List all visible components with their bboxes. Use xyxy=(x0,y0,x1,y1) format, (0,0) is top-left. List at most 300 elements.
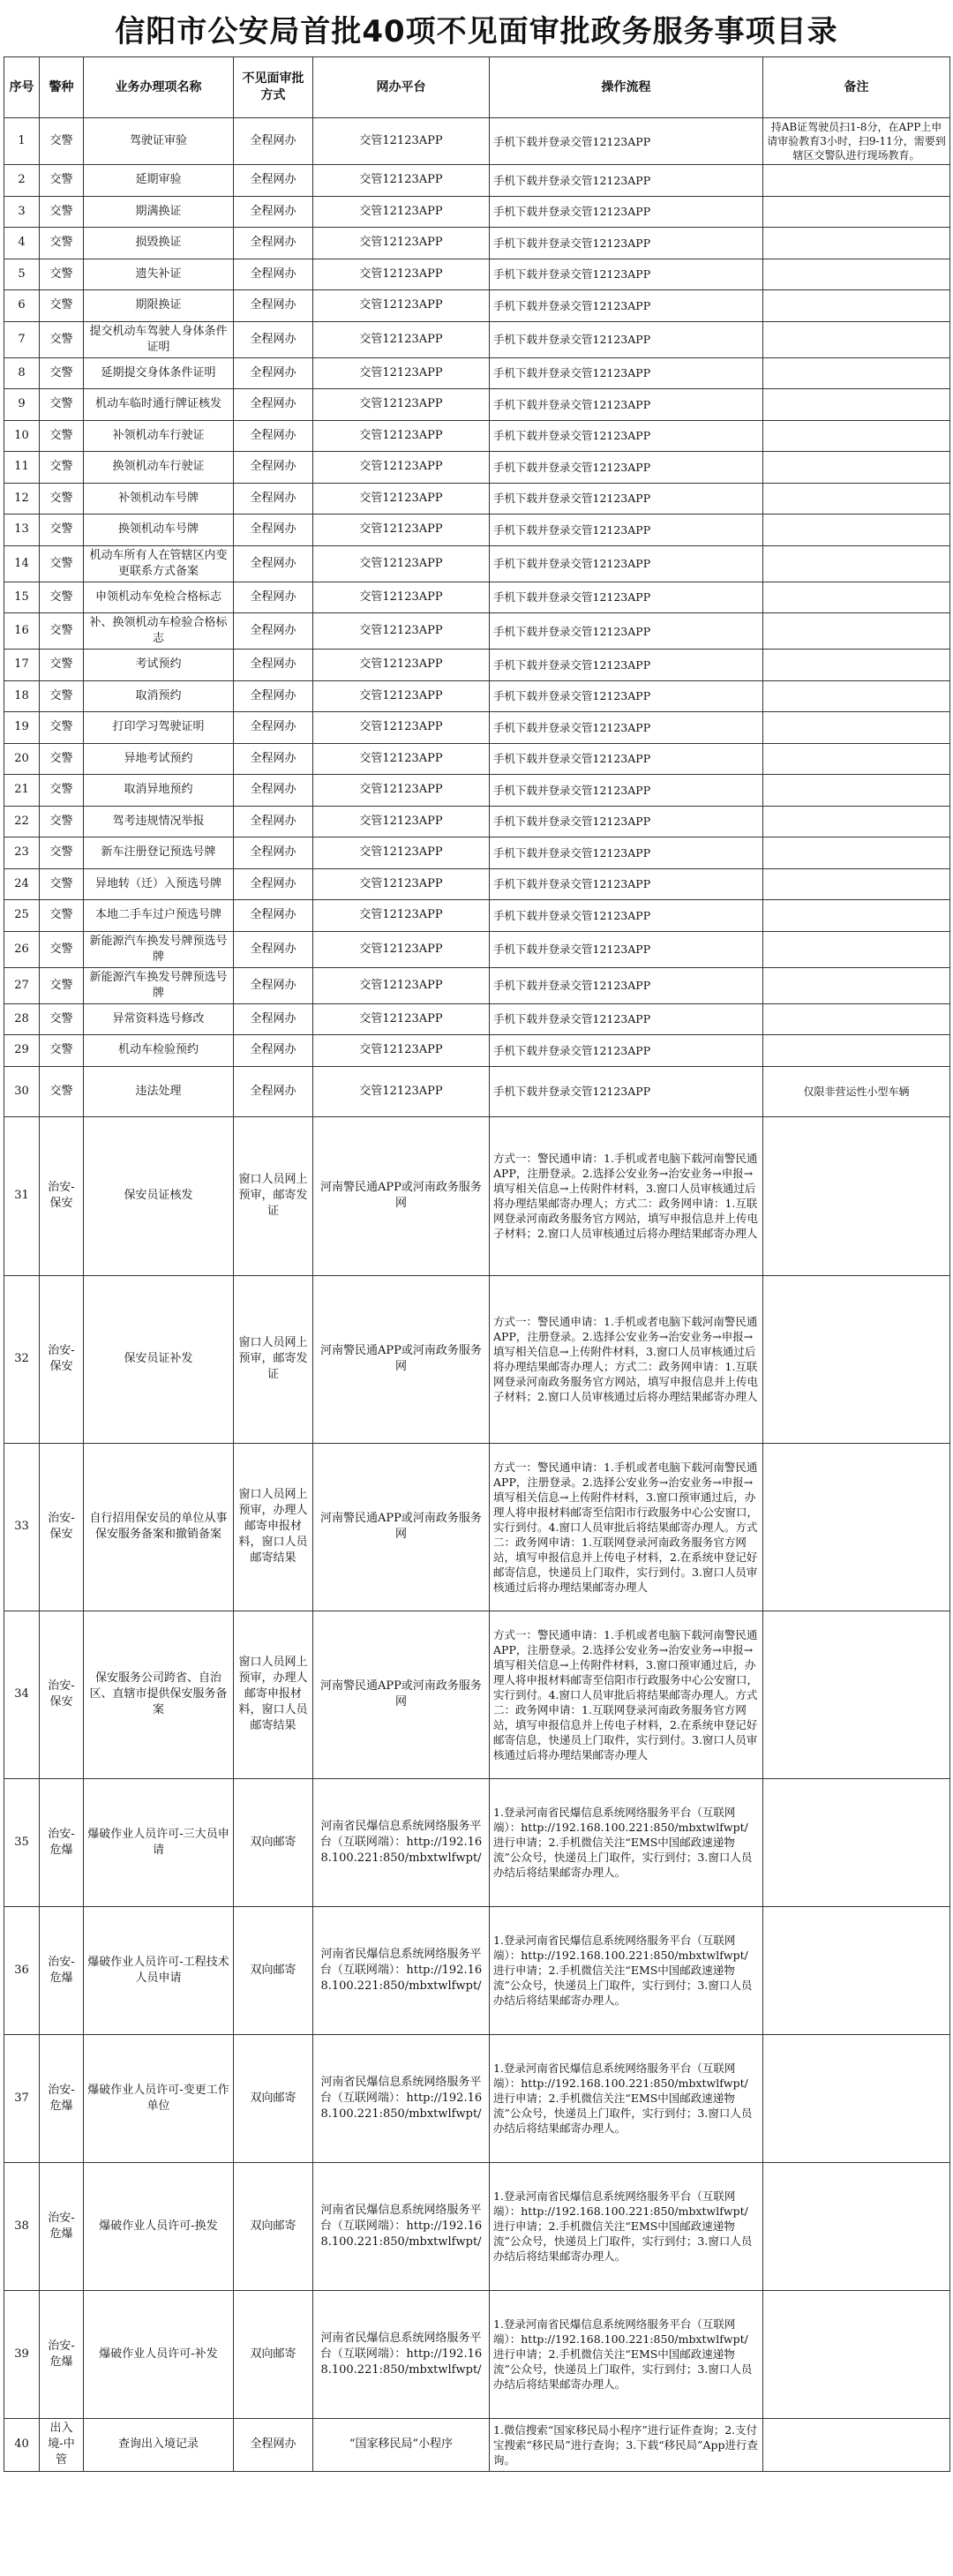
row-method: 全程网办 xyxy=(234,483,313,514)
row-note xyxy=(763,165,950,197)
row-dept: 交警 xyxy=(40,868,84,900)
row-number: 35 xyxy=(4,1778,40,1906)
header-name: 业务办理项名称 xyxy=(84,57,234,118)
table-row xyxy=(4,2034,950,2162)
row-method: 全程网办 xyxy=(234,967,313,1003)
row-dept: 交警 xyxy=(40,118,84,165)
row-dept: 交警 xyxy=(40,483,84,514)
row-service-name: 取消异地预约 xyxy=(84,775,234,807)
row-service-name: 取消预约 xyxy=(84,680,234,712)
row-note xyxy=(763,582,950,613)
header-no: 序号 xyxy=(4,57,40,118)
row-service-name: 遗失补证 xyxy=(84,259,234,290)
row-dept: 交警 xyxy=(40,582,84,613)
row-service-name: 打印学习驾驶证明 xyxy=(84,712,234,744)
table-row xyxy=(4,2290,950,2418)
row-platform: 交管12123APP xyxy=(313,420,490,452)
row-service-name: 保安员证核发 xyxy=(84,1116,234,1275)
row-number: 3 xyxy=(4,196,40,228)
row-number: 18 xyxy=(4,680,40,712)
row-platform: 交管12123APP xyxy=(313,900,490,932)
table-row xyxy=(4,420,950,452)
row-service-name: 保安员证补发 xyxy=(84,1275,234,1443)
row-service-name: 补领机动车行驶证 xyxy=(84,420,234,452)
row-dept: 交警 xyxy=(40,259,84,290)
row-method: 全程网办 xyxy=(234,806,313,837)
row-number: 13 xyxy=(4,514,40,546)
row-method: 全程网办 xyxy=(234,357,313,389)
row-steps: 手机下载并登录交管12123APP xyxy=(490,196,763,228)
row-steps: 手机下载并登录交管12123APP xyxy=(490,680,763,712)
table-row xyxy=(4,1275,950,1443)
row-service-name: 爆破作业人员许可-三大员申请 xyxy=(84,1778,234,1906)
row-dept: 交警 xyxy=(40,452,84,484)
row-steps: 1.登录河南省民爆信息系统网络服务平台（互联网端）：http://192.168.100.221:850/mbxtwlfwpt/进行申请；2.手机微信关注“EMS中国邮政速递物流”公众号，快递员上门取件，实行到付；3.窗口人员办结后将结果邮寄办理人。 xyxy=(490,1906,763,2034)
row-number: 40 xyxy=(4,2418,40,2471)
row-method: 全程网办 xyxy=(234,1066,313,1116)
row-number: 1 xyxy=(4,118,40,165)
row-method: 全程网办 xyxy=(234,900,313,932)
row-platform: 交管12123APP xyxy=(313,775,490,807)
row-note xyxy=(763,321,950,357)
row-steps: 手机下载并登录交管12123APP xyxy=(490,290,763,322)
row-steps: 手机下载并登录交管12123APP xyxy=(490,712,763,744)
row-platform: 交管12123APP xyxy=(313,228,490,259)
row-service-name: 新能源汽车换发号牌预选号牌 xyxy=(84,967,234,1003)
row-platform: 交管12123APP xyxy=(313,650,490,681)
row-dept: 交警 xyxy=(40,650,84,681)
row-method: 全程网办 xyxy=(234,1003,313,1035)
row-steps: 手机下载并登录交管12123APP xyxy=(490,582,763,613)
row-dept: 交警 xyxy=(40,420,84,452)
row-platform: 交管12123APP xyxy=(313,680,490,712)
row-note xyxy=(763,2418,950,2471)
table-row xyxy=(4,1066,950,1116)
row-dept: 交警 xyxy=(40,806,84,837)
row-steps: 1.登录河南省民爆信息系统网络服务平台（互联网端）：http://192.168.100.221:850/mbxtwlfwpt/进行申请；2.手机微信关注“EMS中国邮政速递物流”公众号，快递员上门取件，实行到付；3.窗口人员办结后将结果邮寄办理人。 xyxy=(490,2290,763,2418)
row-note xyxy=(763,2290,950,2418)
row-dept: 交警 xyxy=(40,1003,84,1035)
row-platform: 交管12123APP xyxy=(313,613,490,650)
row-note xyxy=(763,1275,950,1443)
row-platform: 交管12123APP xyxy=(313,389,490,421)
row-method: 窗口人员网上预审，邮寄发证 xyxy=(234,1116,313,1275)
row-platform: 交管12123APP xyxy=(313,837,490,869)
row-method: 全程网办 xyxy=(234,775,313,807)
table-row xyxy=(4,259,950,290)
row-dept: 交警 xyxy=(40,514,84,546)
row-dept: 治安-危爆 xyxy=(40,1778,84,1906)
row-method: 窗口人员网上预审，办理人邮寄申报材料，窗口人员邮寄结果 xyxy=(234,1443,313,1611)
table-row xyxy=(4,613,950,650)
table-row xyxy=(4,483,950,514)
row-method: 全程网办 xyxy=(234,582,313,613)
row-note xyxy=(763,1778,950,1906)
table-row xyxy=(4,650,950,681)
row-dept: 交警 xyxy=(40,290,84,322)
row-service-name: 驾驶证审验 xyxy=(84,118,234,165)
services-table xyxy=(4,56,950,2472)
row-note xyxy=(763,357,950,389)
row-number: 31 xyxy=(4,1116,40,1275)
row-method: 全程网办 xyxy=(234,259,313,290)
row-dept: 交警 xyxy=(40,613,84,650)
row-service-name: 异地转（迁）入预选号牌 xyxy=(84,868,234,900)
row-service-name: 延期提交身体条件证明 xyxy=(84,357,234,389)
row-platform: 交管12123APP xyxy=(313,290,490,322)
header-platform: 网办平台 xyxy=(313,57,490,118)
row-steps: 手机下载并登录交管12123APP xyxy=(490,357,763,389)
row-platform: 交管12123APP xyxy=(313,452,490,484)
row-method: 全程网办 xyxy=(234,931,313,967)
row-note xyxy=(763,967,950,1003)
row-number: 30 xyxy=(4,1066,40,1116)
row-number: 17 xyxy=(4,650,40,681)
table-row xyxy=(4,1035,950,1067)
table-row xyxy=(4,1906,950,2034)
row-note xyxy=(763,868,950,900)
row-note xyxy=(763,712,950,744)
row-platform: 交管12123APP xyxy=(313,967,490,1003)
row-method: 双向邮寄 xyxy=(234,2290,313,2418)
row-steps: 手机下载并登录交管12123APP xyxy=(490,743,763,775)
table-row xyxy=(4,2162,950,2290)
row-service-name: 新车注册登记预选号牌 xyxy=(84,837,234,869)
row-service-name: 损毁换证 xyxy=(84,228,234,259)
row-service-name: 自行招用保安员的单位从事保安服务备案和撤销备案 xyxy=(84,1443,234,1611)
table-row xyxy=(4,545,950,582)
row-note xyxy=(763,1035,950,1067)
row-note: 持AB证驾驶员扫1-8分，在APP上申请审验教育3小时，扫9-11分，需要到辖区交警队进行现场教育。 xyxy=(763,118,950,165)
row-steps: 手机下载并登录交管12123APP xyxy=(490,321,763,357)
row-method: 窗口人员网上预审，办理人邮寄申报材料，窗口人员邮寄结果 xyxy=(234,1611,313,1778)
row-number: 4 xyxy=(4,228,40,259)
row-method: 全程网办 xyxy=(234,2418,313,2471)
row-steps: 方式一：警民通申请：1.手机或者电脑下载河南警民通APP，注册登录。2.选择公安业务→治安业务→申报→填写相关信息→上传附件材料，3.窗口预审通过后，办理人将申报材料邮寄至信阳市行政服务中心公安窗口，实行到付。4.窗口人员审批后将结果邮寄办理人。方式二：政务网申请：1.互联网登录河南政务服务官方网站，填写申报信息并上传电子材料，2.在系统申登记好邮寄信息，快递员上门取件，实行到付。3.窗口人员审核通过后将办理结果邮寄办理人 xyxy=(490,1443,763,1611)
row-method: 全程网办 xyxy=(234,545,313,582)
row-note xyxy=(763,650,950,681)
table-row xyxy=(4,196,950,228)
row-number: 14 xyxy=(4,545,40,582)
row-service-name: 期满换证 xyxy=(84,196,234,228)
table-row xyxy=(4,228,950,259)
row-service-name: 延期审验 xyxy=(84,165,234,197)
row-steps: 方式一：警民通申请：1.手机或者电脑下载河南警民通APP，注册登录。2.选择公安业务→治安业务→申报→填写相关信息→上传附件材料，3.窗口预审通过后，办理人将申报材料邮寄至信阳市行政服务中心公安窗口，实行到付。4.窗口人员审批后将结果邮寄办理人。方式二：政务网申请：1.互联网登录河南政务服务官方网站，填写申报信息并上传电子材料，2.在系统申登记好邮寄信息，快递员上门取件，实行到付。3.窗口人员审核通过后将办理结果邮寄办理人 xyxy=(490,1611,763,1778)
row-platform: 交管12123APP xyxy=(313,321,490,357)
row-number: 15 xyxy=(4,582,40,613)
row-method: 窗口人员网上预审，邮寄发证 xyxy=(234,1275,313,1443)
row-method: 全程网办 xyxy=(234,1035,313,1067)
row-platform: 交管12123APP xyxy=(313,806,490,837)
row-method: 双向邮寄 xyxy=(234,1778,313,1906)
row-method: 全程网办 xyxy=(234,420,313,452)
row-note xyxy=(763,1443,950,1611)
row-dept: 交警 xyxy=(40,545,84,582)
row-number: 29 xyxy=(4,1035,40,1067)
row-number: 23 xyxy=(4,837,40,869)
row-note xyxy=(763,1611,950,1778)
row-number: 27 xyxy=(4,967,40,1003)
row-number: 9 xyxy=(4,389,40,421)
row-service-name: 申领机动车免检合格标志 xyxy=(84,582,234,613)
row-platform: 交管12123APP xyxy=(313,514,490,546)
header-steps: 操作流程 xyxy=(490,57,763,118)
row-platform: “国家移民局”小程序 xyxy=(313,2418,490,2471)
row-method: 双向邮寄 xyxy=(234,2034,313,2162)
table-row xyxy=(4,775,950,807)
row-steps: 手机下载并登录交管12123APP xyxy=(490,967,763,1003)
row-steps: 手机下载并登录交管12123APP xyxy=(490,1003,763,1035)
row-platform: 河南省民爆信息系统网络服务平台（互联网端）：http://192.168.100.221:850/mbxtwlfwpt/ xyxy=(313,1906,490,2034)
row-service-name: 机动车所有人在管辖区内变更联系方式备案 xyxy=(84,545,234,582)
row-note xyxy=(763,545,950,582)
row-number: 26 xyxy=(4,931,40,967)
table-row xyxy=(4,321,950,357)
row-method: 全程网办 xyxy=(234,196,313,228)
row-steps: 手机下载并登录交管12123APP xyxy=(490,389,763,421)
row-steps: 手机下载并登录交管12123APP xyxy=(490,545,763,582)
row-dept: 治安-保安 xyxy=(40,1116,84,1275)
row-steps: 手机下载并登录交管12123APP xyxy=(490,837,763,869)
row-number: 21 xyxy=(4,775,40,807)
row-dept: 交警 xyxy=(40,680,84,712)
row-platform: 交管12123APP xyxy=(313,712,490,744)
table-header-row xyxy=(4,57,950,118)
row-number: 11 xyxy=(4,452,40,484)
row-note xyxy=(763,806,950,837)
row-platform: 交管12123APP xyxy=(313,743,490,775)
row-note xyxy=(763,196,950,228)
row-platform: 交管12123APP xyxy=(313,165,490,197)
row-method: 全程网办 xyxy=(234,118,313,165)
row-platform: 河南警民通APP或河南政务服务网 xyxy=(313,1116,490,1275)
row-dept: 交警 xyxy=(40,837,84,869)
row-platform: 河南省民爆信息系统网络服务平台（互联网端）：http://192.168.100.221:850/mbxtwlfwpt/ xyxy=(313,1778,490,1906)
row-note xyxy=(763,514,950,546)
table-row xyxy=(4,389,950,421)
row-service-name: 驾考违规情况举报 xyxy=(84,806,234,837)
row-steps: 手机下载并登录交管12123APP xyxy=(490,228,763,259)
row-service-name: 考试预约 xyxy=(84,650,234,681)
row-number: 2 xyxy=(4,165,40,197)
row-platform: 交管12123APP xyxy=(313,1035,490,1067)
row-dept: 交警 xyxy=(40,357,84,389)
row-method: 全程网办 xyxy=(234,165,313,197)
row-steps: 手机下载并登录交管12123APP xyxy=(490,806,763,837)
row-number: 36 xyxy=(4,1906,40,2034)
row-platform: 交管12123APP xyxy=(313,1003,490,1035)
row-dept: 交警 xyxy=(40,228,84,259)
row-dept: 交警 xyxy=(40,743,84,775)
table-row xyxy=(4,582,950,613)
row-method: 全程网办 xyxy=(234,680,313,712)
table-row xyxy=(4,165,950,197)
row-service-name: 提交机动车驾驶人身体条件证明 xyxy=(84,321,234,357)
row-steps: 手机下载并登录交管12123APP xyxy=(490,650,763,681)
row-platform: 交管12123APP xyxy=(313,1066,490,1116)
row-service-name: 保安服务公司跨省、自治区、直辖市提供保安服务备案 xyxy=(84,1611,234,1778)
row-platform: 交管12123APP xyxy=(313,118,490,165)
row-steps: 1.登录河南省民爆信息系统网络服务平台（互联网端）：http://192.168.100.221:850/mbxtwlfwpt/进行申请；2.手机微信关注“EMS中国邮政速递物流”公众号，快递员上门取件，实行到付；3.窗口人员办结后将结果邮寄办理人。 xyxy=(490,2034,763,2162)
row-note xyxy=(763,2162,950,2290)
row-steps: 手机下载并登录交管12123APP xyxy=(490,1066,763,1116)
row-service-name: 换领机动车号牌 xyxy=(84,514,234,546)
row-service-name: 爆破作业人员许可-工程技术人员申请 xyxy=(84,1906,234,2034)
row-steps: 手机下载并登录交管12123APP xyxy=(490,868,763,900)
row-note xyxy=(763,420,950,452)
table-row xyxy=(4,452,950,484)
row-method: 全程网办 xyxy=(234,290,313,322)
row-number: 8 xyxy=(4,357,40,389)
table-row xyxy=(4,1116,950,1275)
row-service-name: 违法处理 xyxy=(84,1066,234,1116)
table-row xyxy=(4,900,950,932)
row-steps: 手机下载并登录交管12123APP xyxy=(490,259,763,290)
row-dept: 治安-危爆 xyxy=(40,2290,84,2418)
header-dept: 警种 xyxy=(40,57,84,118)
row-note xyxy=(763,483,950,514)
row-steps: 手机下载并登录交管12123APP xyxy=(490,900,763,932)
table-row xyxy=(4,1443,950,1611)
table-row xyxy=(4,931,950,967)
row-steps: 手机下载并登录交管12123APP xyxy=(490,165,763,197)
table-row xyxy=(4,806,950,837)
row-dept: 出入境-中管 xyxy=(40,2418,84,2471)
row-dept: 交警 xyxy=(40,321,84,357)
row-note xyxy=(763,259,950,290)
row-dept: 交警 xyxy=(40,1035,84,1067)
row-service-name: 爆破作业人员许可-换发 xyxy=(84,2162,234,2290)
row-dept: 交警 xyxy=(40,1066,84,1116)
row-platform: 河南省民爆信息系统网络服务平台（互联网端）：http://192.168.100.221:850/mbxtwlfwpt/ xyxy=(313,2034,490,2162)
row-platform: 交管12123APP xyxy=(313,582,490,613)
row-service-name: 异常资料选号修改 xyxy=(84,1003,234,1035)
row-number: 37 xyxy=(4,2034,40,2162)
row-number: 28 xyxy=(4,1003,40,1035)
row-service-name: 爆破作业人员许可-变更工作单位 xyxy=(84,2034,234,2162)
row-steps: 手机下载并登录交管12123APP xyxy=(490,118,763,165)
row-note xyxy=(763,1003,950,1035)
row-method: 全程网办 xyxy=(234,228,313,259)
row-number: 20 xyxy=(4,743,40,775)
table-row xyxy=(4,1003,950,1035)
row-service-name: 补、换领机动车检验合格标志 xyxy=(84,613,234,650)
row-dept: 治安-危爆 xyxy=(40,2034,84,2162)
row-steps: 方式一：警民通申请：1.手机或者电脑下载河南警民通APP，注册登录。2.选择公安业务→治安业务→申报→填写相关信息→上传附件材料，3.窗口人员审核通过后将办理结果邮寄办理人；方式二：政务网申请：1.互联网登录河南政务服务官方网站，填写申报信息并上传电子材料；2.窗口人员审核通过后将办理结果邮寄办理人 xyxy=(490,1116,763,1275)
row-method: 双向邮寄 xyxy=(234,1906,313,2034)
row-method: 双向邮寄 xyxy=(234,2162,313,2290)
page-title: 信阳市公安局首批40项不见面审批政务服务事项目录 xyxy=(115,13,838,49)
row-number: 39 xyxy=(4,2290,40,2418)
row-platform: 交管12123APP xyxy=(313,357,490,389)
row-steps: 手机下载并登录交管12123APP xyxy=(490,613,763,650)
row-method: 全程网办 xyxy=(234,650,313,681)
row-dept: 治安-危爆 xyxy=(40,2162,84,2290)
row-number: 22 xyxy=(4,806,40,837)
row-note: 仅限非营运性小型车辆 xyxy=(763,1066,950,1116)
row-service-name: 爆破作业人员许可-补发 xyxy=(84,2290,234,2418)
table-body xyxy=(4,118,950,2472)
header-method: 不见面审批方式 xyxy=(234,57,313,118)
row-steps: 1.登录河南省民爆信息系统网络服务平台（互联网端）：http://192.168.100.221:850/mbxtwlfwpt/进行申请；2.手机微信关注“EMS中国邮政速递物流”公众号，快递员上门取件，实行到付；3.窗口人员办结后将结果邮寄办理人。 xyxy=(490,1778,763,1906)
table-row xyxy=(4,2418,950,2471)
row-service-name: 期限换证 xyxy=(84,290,234,322)
row-number: 38 xyxy=(4,2162,40,2290)
row-platform: 交管12123APP xyxy=(313,868,490,900)
row-service-name: 查询出入境记录 xyxy=(84,2418,234,2471)
row-dept: 治安-保安 xyxy=(40,1443,84,1611)
row-steps: 1.微信搜索“国家移民局小程序”进行证件查询；2.支付宝搜索“移民局”进行查询；3.下载“移民局”App进行查询。 xyxy=(490,2418,763,2471)
row-platform: 交管12123APP xyxy=(313,483,490,514)
row-number: 19 xyxy=(4,712,40,744)
row-steps: 方式一：警民通申请：1.手机或者电脑下载河南警民通APP，注册登录。2.选择公安业务→治安业务→申报→填写相关信息→上传附件材料，3.窗口人员审核通过后将办理结果邮寄办理人；方式二：政务网申请：1.互联网登录河南政务服务官方网站，填写申报信息并上传电子材料；2.窗口人员审核通过后将办理结果邮寄办理人 xyxy=(490,1275,763,1443)
row-number: 6 xyxy=(4,290,40,322)
row-note xyxy=(763,743,950,775)
row-steps: 1.登录河南省民爆信息系统网络服务平台（互联网端）：http://192.168.100.221:850/mbxtwlfwpt/进行申请；2.手机微信关注“EMS中国邮政速递物流”公众号，快递员上门取件，实行到付；3.窗口人员办结后将结果邮寄办理人。 xyxy=(490,2162,763,2290)
row-note xyxy=(763,2034,950,2162)
row-number: 12 xyxy=(4,483,40,514)
row-number: 25 xyxy=(4,900,40,932)
header-note: 备注 xyxy=(763,57,950,118)
row-note xyxy=(763,837,950,869)
row-platform: 河南省民爆信息系统网络服务平台（互联网端）：http://192.168.100.221:850/mbxtwlfwpt/ xyxy=(313,2290,490,2418)
row-steps: 手机下载并登录交管12123APP xyxy=(490,1035,763,1067)
row-dept: 交警 xyxy=(40,900,84,932)
row-method: 全程网办 xyxy=(234,452,313,484)
table-row xyxy=(4,712,950,744)
row-method: 全程网办 xyxy=(234,389,313,421)
row-platform: 河南警民通APP或河南政务服务网 xyxy=(313,1443,490,1611)
table-row xyxy=(4,868,950,900)
row-service-name: 异地考试预约 xyxy=(84,743,234,775)
row-service-name: 本地二手车过户预选号牌 xyxy=(84,900,234,932)
row-number: 16 xyxy=(4,613,40,650)
row-number: 7 xyxy=(4,321,40,357)
row-dept: 治安-危爆 xyxy=(40,1906,84,2034)
row-dept: 治安-保安 xyxy=(40,1611,84,1778)
table-row xyxy=(4,680,950,712)
row-method: 全程网办 xyxy=(234,712,313,744)
row-platform: 河南省民爆信息系统网络服务平台（互联网端）：http://192.168.100.221:850/mbxtwlfwpt/ xyxy=(313,2162,490,2290)
row-method: 全程网办 xyxy=(234,514,313,546)
table-row xyxy=(4,357,950,389)
row-dept: 交警 xyxy=(40,196,84,228)
row-dept: 交警 xyxy=(40,389,84,421)
row-dept: 交警 xyxy=(40,712,84,744)
row-dept: 交警 xyxy=(40,931,84,967)
row-service-name: 机动车检验预约 xyxy=(84,1035,234,1067)
row-dept: 治安-保安 xyxy=(40,1275,84,1443)
row-platform: 交管12123APP xyxy=(313,931,490,967)
table-row xyxy=(4,837,950,869)
row-steps: 手机下载并登录交管12123APP xyxy=(490,420,763,452)
row-platform: 河南警民通APP或河南政务服务网 xyxy=(313,1611,490,1778)
row-note xyxy=(763,452,950,484)
table-row xyxy=(4,967,950,1003)
row-platform: 交管12123APP xyxy=(313,196,490,228)
table-row xyxy=(4,118,950,165)
row-note xyxy=(763,389,950,421)
row-number: 10 xyxy=(4,420,40,452)
row-steps: 手机下载并登录交管12123APP xyxy=(490,931,763,967)
table-row xyxy=(4,290,950,322)
table-row xyxy=(4,1778,950,1906)
row-steps: 手机下载并登录交管12123APP xyxy=(490,483,763,514)
row-number: 34 xyxy=(4,1611,40,1778)
row-method: 全程网办 xyxy=(234,613,313,650)
row-note xyxy=(763,228,950,259)
row-note xyxy=(763,900,950,932)
